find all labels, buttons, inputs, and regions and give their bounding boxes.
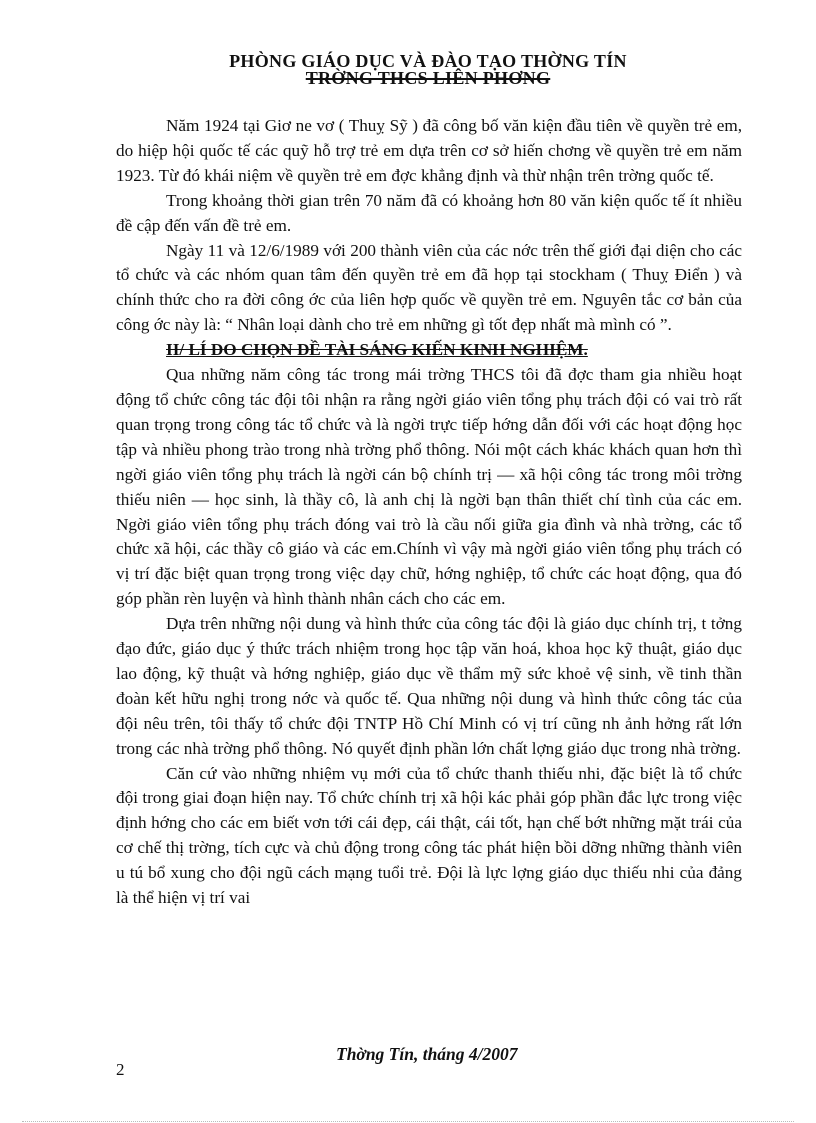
page-bottom-divider <box>22 1121 794 1122</box>
page-number: 2 <box>116 1060 125 1079</box>
footer-date: Thờng Tín, tháng 4/2007 <box>336 1044 518 1064</box>
header-school: TRỜNG THCS LIÊN PHƠNG <box>305 68 551 88</box>
paragraph: Trong khoảng thời gian trên 70 năm đã có khoảng hơn 80 văn kiện quốc tế ít nhiều đề cập đến vấn đề trẻ em. <box>116 190 742 235</box>
section-heading <box>116 338 742 363</box>
paragraph: Căn cứ vào những nhiệm vụ mới của tổ chức thanh thiếu nhi, đặc biệt là tổ chức đội trong giai đoạn hiện nay. Tổ chức chính trị xã hội kác phải góp phần đắc lực trong việc định hớng cho các em biết vơn tới cái đẹp, cái thật, cái tốt, hạn chế bớt những mặt trái của cơ chế thị trờng, tích cực và chủ động trong công tác phát hiện bồi dỡng những thành viên u tú bổ xung cho đội ngũ cách mạng tuổi trẻ. Đội là lực lợng giáo dục thiếu nhi của đảng là thể hiện vị trí vai <box>116 763 742 908</box>
paragraph: Qua những năm công tác trong mái trờng THCS tôi đã đợc tham gia nhiều hoạt động tổ chức công tác đội tôi nhận ra rằng ngời giáo viên tổng phụ trách đội có vai trò rất quan trọng trong công tác tổ chức và là ngời trực tiếp hớng dẫn đối với các hoạt động học tập và nhiều phong trào trong nhà trờng phổ thông. Nói một cách khác khách quan hơn thì ngời giáo viên tổng phụ trách là ngời cán bộ chính trị — xã hội công tác trong môi trờng thiếu niên — học sinh, là thầy cô, là anh chị là ngời bạn thân thiết chí tình của các em. Ngời giáo viên tổng phụ trách đóng vai trò là cầu nối giữa gia đình và nhà trờng, các tổ chức xã hội, các thầy cô giáo và các em.Chính vì vậy mà ngời giáo viên tổng phụ trách có vị trí đặc biệt quan trọng trong việc dạy chữ, hớng nghiệp, tổ chức các hoạt động, qua đó góp phần rèn luyện và hình thành nhân cách cho các em. <box>116 365 742 609</box>
header-department: PHÒNG GIÁO DỤC VÀ ĐÀO TẠO THỜNG TÍN <box>229 51 627 71</box>
section-title: II/ LÍ DO CHỌN ĐỀ TÀI SÁNG KIẾN KINH NGHIỆM. <box>166 340 588 360</box>
paragraph: Năm 1924 tại Giơ ne vơ ( Thuỵ Sỹ ) đã công bố văn kiện đầu tiên về quyền trẻ em, do hiệp hội quốc tế các quỹ hỗ trợ trẻ em dựa trên cơ sở hiến chơng về quyền trẻ em năm 1923. Từ đó khái niệm về quyền trẻ em đợc khẳng định và thừ nhận trên trờng quốc tế. <box>116 116 742 185</box>
paragraph: Dựa trên những nội dung và hình thức của công tác đội là giáo dục chính trị, t tởng đạo đức, giáo dục ý thức trách nhiệm trong học tập văn hoá, khoa học kỹ thuật, giáo dục lao động, kỹ thuật và hớng nghiệp, giáo dục về thẩm mỹ sức khoẻ vệ sinh, về tinh thần đoàn kết hữu nghị trong nớc và quốc tế. Qua những nội dung và hình thức công tác của đội nêu trên, tôi thấy tổ chức đội TNTP Hồ Chí Minh có vị trí cũng nh ảnh hởng rất lớn trong các nhà trờng phổ thông. Nó quyết định phần lớn chất lợng giáo dục trong nhà trờng. <box>116 614 742 758</box>
paragraph: Ngày 11 và 12/6/1989 với 200 thành viên của các nớc trên thế giới đại diện cho các tổ chức và các nhóm quan tâm đến quyền trẻ em đã họp tại stockham ( Thuỵ Điển ) và chính thức cho ra đời công ớc của liên hợp quốc về quyền trẻ em. Nguyên tắc cơ bản của công ớc này là: “ Nhân loại dành cho trẻ em những gì tốt đẹp nhất mà mình có ”. <box>116 240 742 335</box>
document-body <box>116 114 742 911</box>
